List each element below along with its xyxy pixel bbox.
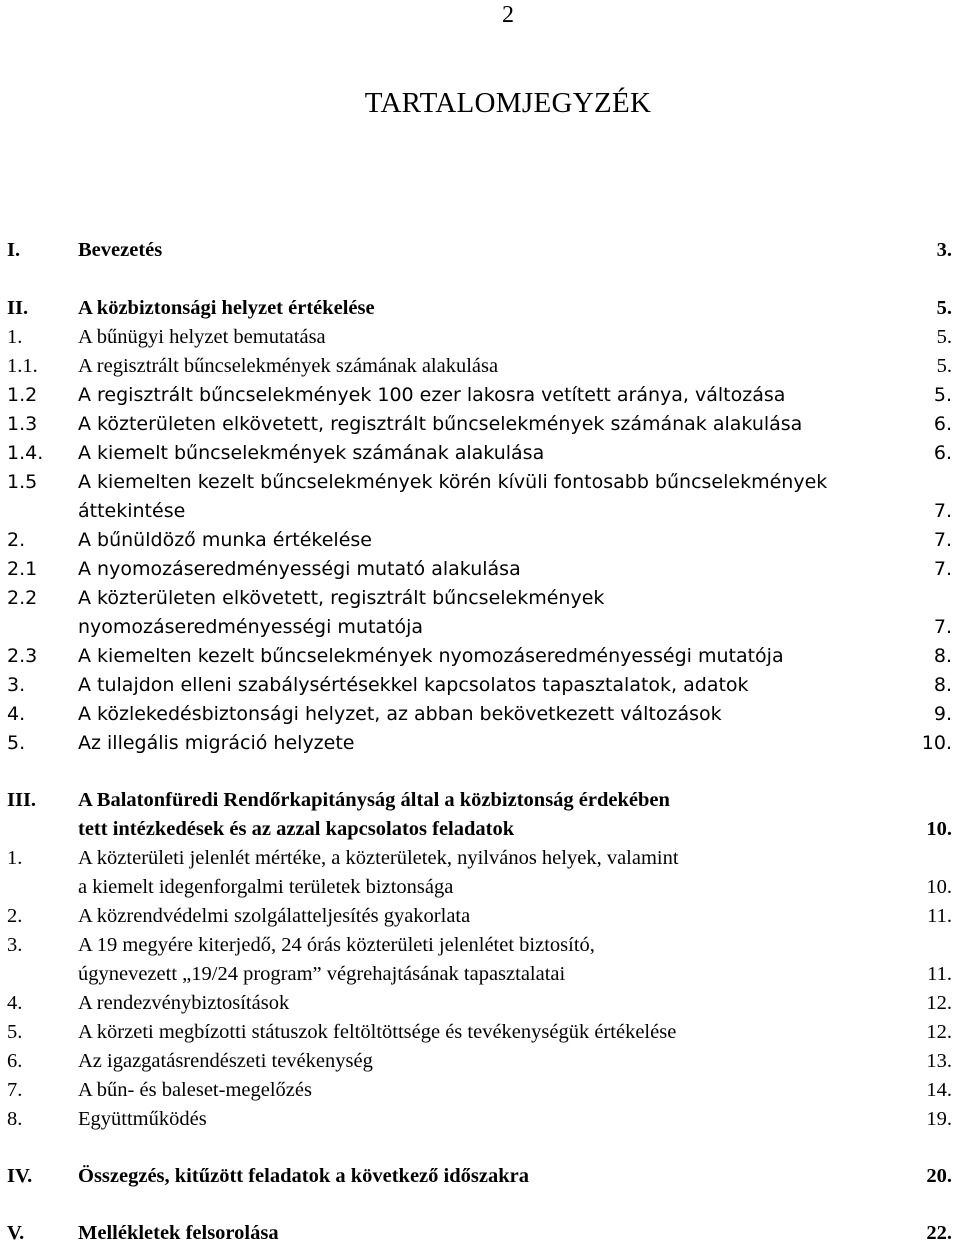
toc-entry-number: 8. bbox=[7, 1108, 23, 1130]
toc-entry bbox=[0, 700, 960, 729]
toc-entry-title: A bűn- és baleset-megelőzés bbox=[78, 1079, 312, 1101]
toc-entry-page: 8. bbox=[933, 645, 952, 667]
toc-entry-number: 1.2 bbox=[7, 384, 38, 406]
toc-entry bbox=[0, 1018, 960, 1047]
toc-entry-title: A közbiztonsági helyzet értékelése bbox=[78, 297, 375, 319]
toc-entry-number: 1. bbox=[7, 326, 23, 348]
toc-entry bbox=[0, 613, 960, 642]
toc-entry bbox=[0, 468, 960, 497]
toc-entry bbox=[0, 439, 960, 468]
toc-entry bbox=[0, 1047, 960, 1076]
toc-entry-page: 7. bbox=[933, 529, 952, 551]
toc-entry bbox=[0, 815, 960, 844]
toc-entry-page: 9. bbox=[933, 703, 952, 725]
toc-entry-number: 2. bbox=[7, 905, 23, 927]
toc-entry-page: 5. bbox=[936, 355, 952, 377]
toc-entry-number: 3. bbox=[7, 934, 23, 956]
toc-entry-page: 5. bbox=[933, 384, 952, 406]
toc-entry-title: Bevezetés bbox=[78, 239, 163, 261]
page-number: 2 bbox=[502, 2, 514, 28]
toc-entry-title: A bűnüldöző munka értékelése bbox=[78, 529, 372, 551]
toc-entry-title: nyomozáseredményességi mutatója bbox=[78, 616, 424, 638]
toc-entry-page: 14. bbox=[926, 1079, 952, 1101]
toc-entry-page: 11. bbox=[927, 905, 952, 927]
toc-entry bbox=[0, 931, 960, 960]
toc-entry-number: 2.1 bbox=[7, 558, 38, 580]
toc-entry bbox=[0, 323, 960, 352]
toc-entry bbox=[0, 642, 960, 671]
toc-entry-number: III. bbox=[7, 789, 37, 811]
toc-entry bbox=[0, 902, 960, 931]
toc-entry-page: 6. bbox=[933, 413, 952, 435]
toc-entry-page: 22. bbox=[926, 1222, 952, 1244]
toc-entry-page: 10. bbox=[921, 732, 952, 754]
toc-entry bbox=[0, 729, 960, 758]
toc-entry bbox=[0, 1219, 960, 1248]
toc-entry-number: 5. bbox=[7, 1021, 23, 1043]
toc-entry-number: 2. bbox=[7, 529, 26, 551]
toc-entry-title: Összegzés, kitűzött feladatok a következő időszakra bbox=[78, 1165, 529, 1187]
toc-entry bbox=[0, 497, 960, 526]
toc-entry-number: 1.1. bbox=[7, 355, 38, 377]
toc-entry-title: A közrendvédelmi szolgálatteljesítés gyakorlata bbox=[78, 905, 471, 927]
toc-entry bbox=[0, 786, 960, 815]
toc-entry-number: 4. bbox=[7, 992, 23, 1014]
page-title: TARTALOMJEGYZÉK bbox=[364, 87, 652, 119]
toc-entry bbox=[0, 960, 960, 989]
toc-entry bbox=[0, 526, 960, 555]
toc-entry-number: 6. bbox=[7, 1050, 23, 1072]
toc-entry-number: 7. bbox=[7, 1079, 23, 1101]
toc-entry-title: Együttműködés bbox=[78, 1108, 207, 1130]
toc-entry-title: A közterületen elkövetett, regisztrált bűncselekmények számának alakulása bbox=[78, 413, 803, 435]
toc-entry-title: A közterületen elkövetett, regisztrált bűncselekmények bbox=[78, 587, 605, 609]
toc-entry bbox=[0, 584, 960, 613]
toc-entry-page: 7. bbox=[933, 500, 952, 522]
toc-entry-page: 5. bbox=[936, 297, 952, 319]
toc-entry-title: A regisztrált bűncselekmények 100 ezer lakosra vetített aránya, változása bbox=[78, 384, 786, 406]
toc-entry bbox=[0, 1105, 960, 1134]
toc-entry-number: IV. bbox=[7, 1165, 33, 1187]
toc-entry-title: úgynevezett „19/24 program” végrehajtásának tapasztalatai bbox=[78, 963, 566, 985]
toc-entry-page: 3. bbox=[936, 239, 952, 261]
toc-entry-title: tett intézkedések és az azzal kapcsolatos feladatok bbox=[78, 818, 515, 840]
toc-entry-number: 1.3 bbox=[7, 413, 38, 435]
toc-entry-number: 1.4. bbox=[7, 442, 44, 464]
toc-entry-title: Az illegális migráció helyzete bbox=[78, 732, 355, 754]
toc-entry-title: A 19 megyére kiterjedő, 24 órás közterületi jelenlétet biztosító, bbox=[78, 934, 595, 956]
toc-entry-title: A nyomozáseredményességi mutató alakulása bbox=[78, 558, 521, 580]
toc-entry-title: A kiemelten kezelt bűncselekmények körén kívüli fontosabb bűncselekmények bbox=[78, 471, 828, 493]
toc-entry-page: 19. bbox=[926, 1108, 952, 1130]
toc-entry bbox=[0, 844, 960, 873]
toc-entry bbox=[0, 236, 960, 265]
toc-entry-number: 4. bbox=[7, 703, 26, 725]
toc-entry-number: V. bbox=[7, 1222, 25, 1244]
toc-entry-title: áttekintése bbox=[78, 500, 186, 522]
toc-entry-number: 2.3 bbox=[7, 645, 38, 667]
toc-entry-number: 5. bbox=[7, 732, 26, 754]
toc-entry bbox=[0, 294, 960, 323]
toc-entry-title: A kiemelt bűncselekmények számának alakulása bbox=[78, 442, 545, 464]
toc-entry bbox=[0, 555, 960, 584]
toc-entry bbox=[0, 873, 960, 902]
toc-entry bbox=[0, 671, 960, 700]
toc-entry-page: 5. bbox=[936, 326, 952, 348]
toc-entry-page: 12. bbox=[926, 1021, 952, 1043]
toc-entry bbox=[0, 989, 960, 1018]
toc-entry-title: A közterületi jelenlét mértéke, a közterületek, nyilvános helyek, valamint bbox=[78, 847, 679, 869]
toc-entry-title: Mellékletek felsorolása bbox=[78, 1222, 279, 1244]
toc-entry-page: 20. bbox=[926, 1165, 952, 1187]
toc-entry-number: II. bbox=[7, 297, 29, 319]
toc-entry-page: 12. bbox=[926, 992, 952, 1014]
toc-entry-title: A tulajdon elleni szabálysértésekkel kapcsolatos tapasztalatok, adatok bbox=[78, 674, 749, 696]
toc-entry-title: A körzeti megbízotti státuszok feltöltöttsége és tevékenységük értékelése bbox=[78, 1021, 677, 1043]
toc-entry bbox=[0, 1162, 960, 1191]
toc-entry bbox=[0, 352, 960, 381]
toc-entry-title: a kiemelt idegenforgalmi területek biztonsága bbox=[78, 876, 454, 898]
toc-entry-number: 1. bbox=[7, 847, 23, 869]
toc-entry-number: 1.5 bbox=[7, 471, 38, 493]
toc-entry-title: Az igazgatásrendészeti tevékenység bbox=[78, 1050, 373, 1072]
toc-entry-page: 7. bbox=[933, 616, 952, 638]
toc-entry-title: A rendezvénybiztosítások bbox=[78, 992, 290, 1014]
toc-entry-page: 10. bbox=[926, 876, 952, 898]
toc-entry-page: 10. bbox=[926, 818, 952, 840]
toc-entry-number: 2.2 bbox=[7, 587, 38, 609]
toc-entry-page: 8. bbox=[933, 674, 952, 696]
toc-entry bbox=[0, 1076, 960, 1105]
toc-entry-title: A regisztrált bűncselekmények számának alakulása bbox=[78, 355, 499, 377]
toc-entry-page: 13. bbox=[926, 1050, 952, 1072]
toc-entry-number: I. bbox=[7, 239, 21, 261]
toc-entry-page: 7. bbox=[933, 558, 952, 580]
toc-entry-title: A közlekedésbiztonsági helyzet, az abban bekövetkezett változások bbox=[78, 703, 722, 725]
toc-entry-title: A Balatonfüredi Rendőrkapitányság által a közbiztonság érdekében bbox=[78, 789, 670, 811]
toc-entry-page: 11. bbox=[927, 963, 952, 985]
toc-entry-title: A kiemelten kezelt bűncselekmények nyomozáseredményességi mutatója bbox=[78, 645, 784, 667]
toc-entry-title: A bűnügyi helyzet bemutatása bbox=[78, 326, 326, 348]
toc-entry bbox=[0, 410, 960, 439]
toc-entry bbox=[0, 381, 960, 410]
toc-entry-page: 6. bbox=[933, 442, 952, 464]
toc-entry-number: 3. bbox=[7, 674, 26, 696]
